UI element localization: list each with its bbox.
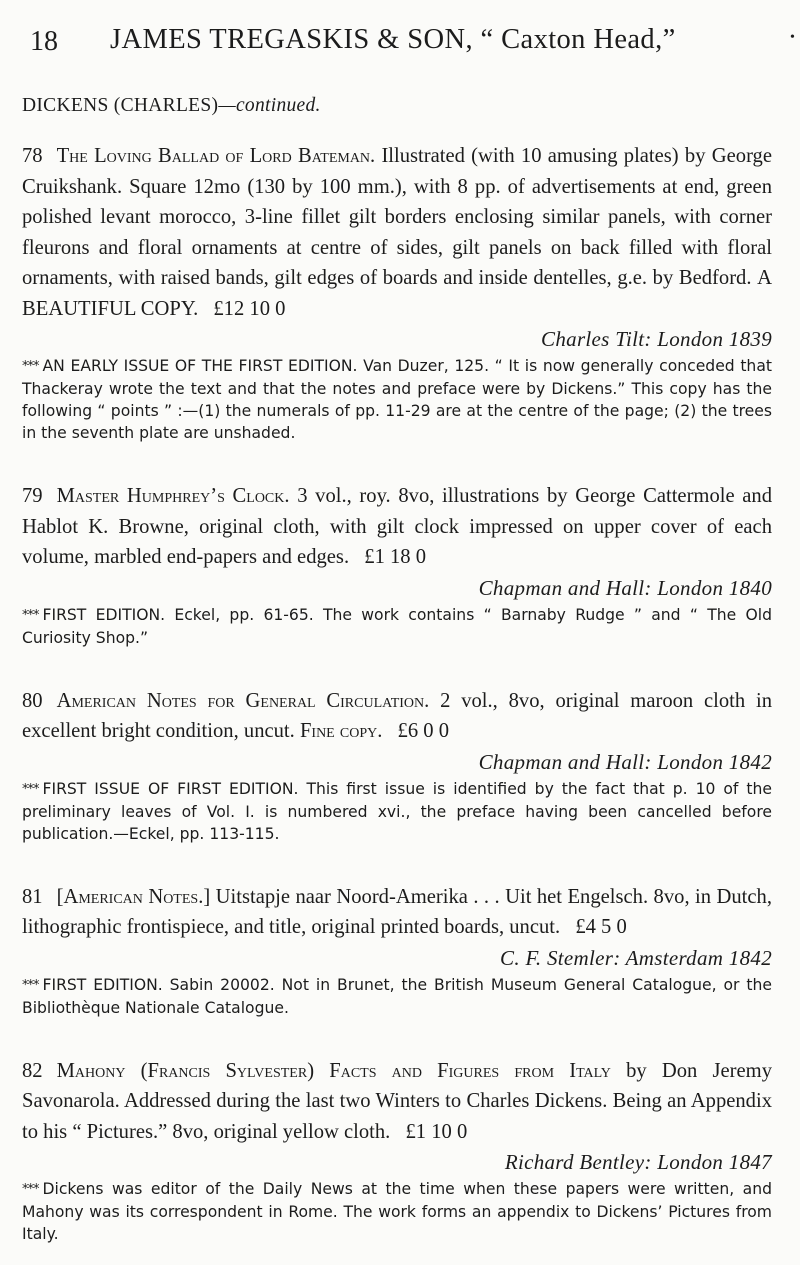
asterism-icon: *** xyxy=(22,781,39,797)
entry-highlight: Fine copy. xyxy=(299,720,383,742)
asterism-icon: *** xyxy=(22,607,39,623)
entry-imprint: C. F. Stemler: Amsterdam 1842 xyxy=(500,945,772,970)
entry-title: The Loving Ballad of Lord Bateman. xyxy=(56,145,376,167)
entry-number: 81 xyxy=(22,885,43,908)
entry-price: £12 10 0 xyxy=(213,297,286,320)
entry-body: Illustrated (with 10 amusing plates) by George Cruikshank. Square 12mo (130 by 100 mm.), with 8 pp. of advertisements at end, green polished levant morocco, 3-line fillet gilt borders enclosing similar panels, with corner fleurons and floral ornaments at centre of sides, gilt panels on back filled with floral ornaments, with raised bands, gilt edges of boards and inside dentelles, g.e. by Bedford. xyxy=(22,145,772,289)
entry-number: 78 xyxy=(22,145,43,167)
page-header xyxy=(22,14,795,58)
spacer xyxy=(22,444,772,481)
entry-title: Master Humphrey’s Clock. xyxy=(56,485,290,507)
entry-price: £1 10 0 xyxy=(405,1120,468,1143)
section-heading xyxy=(22,95,772,117)
catalogue-entry-80 xyxy=(22,686,772,845)
catalogue-entry-81 xyxy=(22,882,772,1019)
entry-description xyxy=(22,686,772,747)
entry-imprint: Chapman and Hall: London 1842 xyxy=(478,749,772,774)
entry-number: 82 xyxy=(22,1059,43,1082)
entry-highlight: A BEAUTIFUL COPY. xyxy=(22,267,772,320)
entry-note xyxy=(22,778,772,845)
catalogue-entry-82 xyxy=(22,1056,772,1246)
entry-imprint: Chapman and Hall: London 1840 xyxy=(478,575,772,600)
entry-title: [American Notes.] xyxy=(56,885,211,908)
asterism-icon: *** xyxy=(22,1182,39,1197)
page-number: 18 xyxy=(30,26,58,57)
entry-body: 3 vol., roy. 8vo, illustrations by George Cattermole and Hablot K. Browne, original cloth, with gilt clock impressed on upper cover of each volume, marbled end-papers and edges. xyxy=(22,485,772,568)
entry-body: Uitstapje naar Noord-Amerika . . . Uit het Engelsch. 8vo, in Dutch, lithographic frontispiece, and title, original printed boards, uncut. xyxy=(22,885,772,938)
entry-description xyxy=(22,481,772,573)
running-title: JAMES TREGASKIS & SON, “ Caxton Head,” xyxy=(110,24,676,55)
entry-note-text: Dickens was editor of the Daily News at the time when these papers were written, and Mahony was its correspondent in Rome. The work forms an appendix to Dickens’ Pictures from Italy. xyxy=(22,1180,772,1243)
entry-price: £1 18 0 xyxy=(364,546,427,568)
entry-body: by Don Jeremy Savonarola. Addressed during the last two Winters to Charles Dickens. Being an Appendix to his “ Pictures.” 8vo, original yellow cloth. xyxy=(22,1059,772,1143)
entry-author: Mahony (Francis Sylvester) xyxy=(56,1059,315,1082)
entry-price: £4 5 0 xyxy=(575,916,627,938)
asterism-icon: *** xyxy=(22,977,39,993)
section-continued: —continued. xyxy=(218,95,321,116)
catalogue-entry-79 xyxy=(22,481,772,649)
entry-note xyxy=(22,1178,772,1245)
entry-note-text: FIRST ISSUE OF FIRST EDITION. This first issue is identified by the fact that p. 10 of the preliminary leaves of Vol. I. is numbered xvi., the preface having been cancelled before publication.—Eckel, pp. 113-115. xyxy=(22,779,772,843)
spacer xyxy=(22,845,772,882)
entry-price: £6 0 0 xyxy=(397,720,450,742)
catalogue-entry-78 xyxy=(22,141,772,444)
entry-note xyxy=(22,355,772,444)
entry-note-text: AN EARLY ISSUE OF THE FIRST EDITION. Van Duzer, 125. “ It is now generally conceded that Thackeray wrote the text and that the notes and preface were by Dickens.” This copy has the following “ points ” :—(1) the numerals of pp. 11-29 are at the centre of the page; (2) the trees in the seventh plate are unshaded. xyxy=(22,357,772,442)
entry-number: 80 xyxy=(22,689,43,712)
entry-title: Facts and Figures from Italy xyxy=(329,1059,611,1082)
section-author: DICKENS (CHARLES) xyxy=(22,95,219,116)
entry-note xyxy=(22,974,772,1019)
entry-number: 79 xyxy=(22,485,43,507)
entry-note-text: FIRST EDITION. Sabin 20002. Not in Brunet, the British Museum General Catalogue, or the Bibliothèque Nationale Catalogue. xyxy=(22,975,772,1017)
spacer xyxy=(22,1019,772,1056)
spacer xyxy=(22,649,772,686)
printer-mark: • xyxy=(790,30,795,45)
entry-description xyxy=(22,882,772,943)
entry-title: American Notes for General Circulation. xyxy=(56,689,430,712)
entry-note xyxy=(22,604,772,649)
entry-imprint: Richard Bentley: London 1847 xyxy=(504,1150,772,1174)
entry-description xyxy=(22,141,772,324)
entry-note-text: FIRST EDITION. Eckel, pp. 61-65. The work contains “ Barnaby Rudge ” and “ The Old Curiosity Shop.” xyxy=(22,605,772,647)
entry-description xyxy=(22,1056,772,1148)
entry-imprint: Charles Tilt: London 1839 xyxy=(541,327,772,351)
asterism-icon: *** xyxy=(22,359,39,374)
entry-body: 2 vol., 8vo, original maroon cloth in excellent bright condition, uncut. xyxy=(22,689,773,742)
